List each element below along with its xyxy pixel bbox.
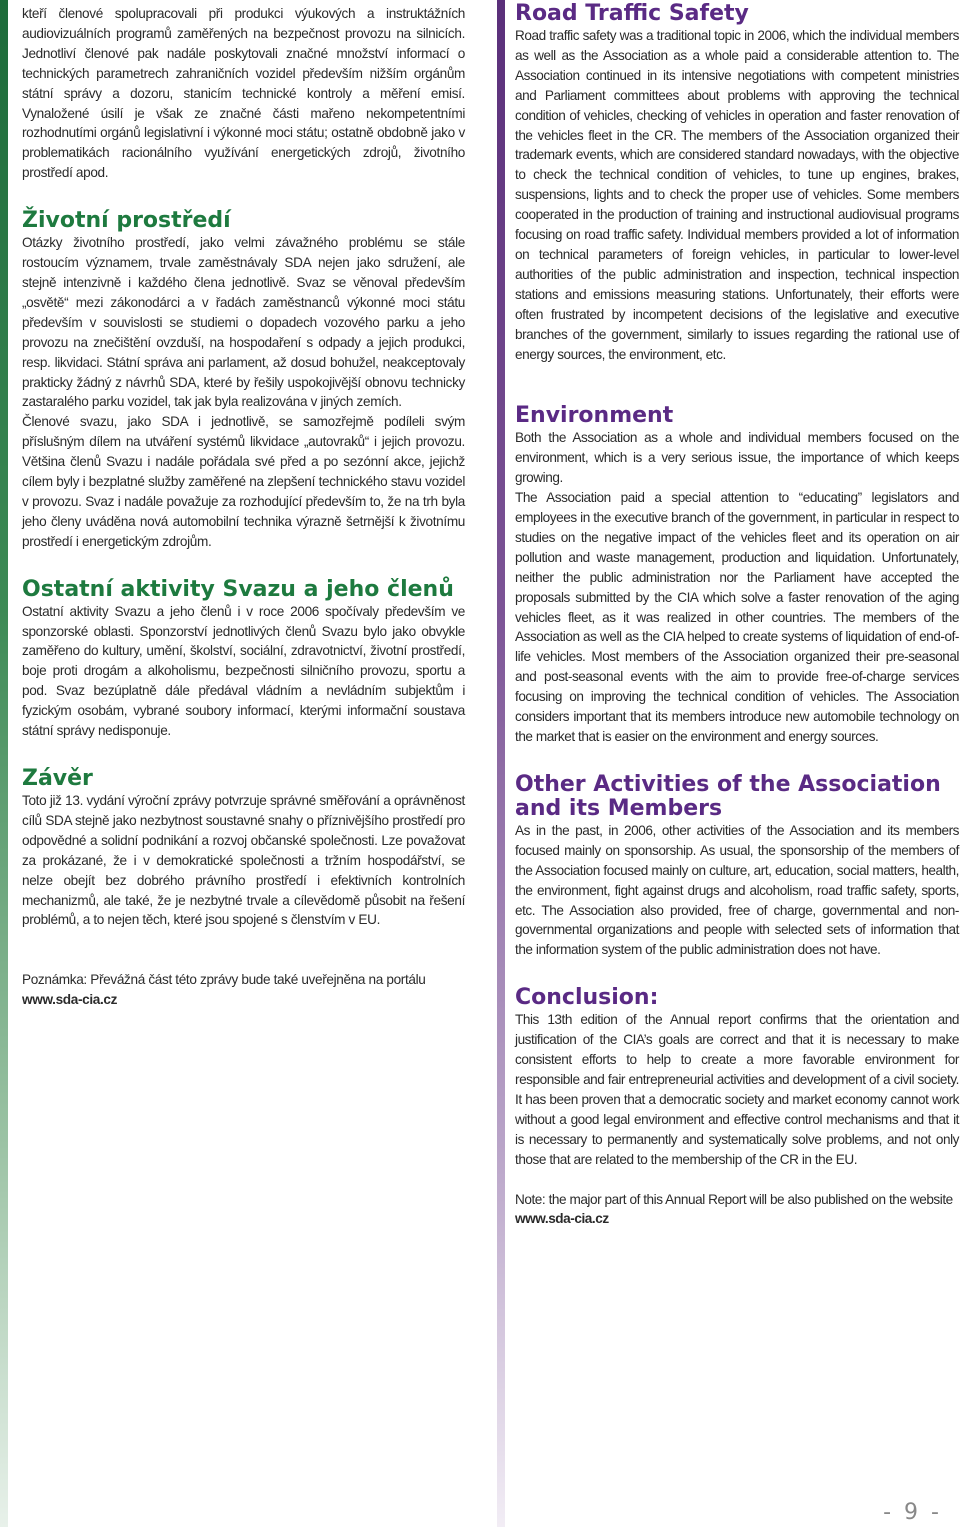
- conclusion-paragraph-en: This 13th edition of the Annual report confirms that the orientation and justification of the CIA’s goals are correct and that it is necessary to make consistent efforts to help to create a more favorable environment for responsible and fair entrepreneurial activities and development of a civil society. It has been proven that a democratic society and market economy cannot work without a good legal environment and effective control mechanisms and that it is necessary to permanently and systematically solve problems, and not only those that are related to the membership of the CR in the EU.: [515, 1012, 959, 1167]
- section-title-environment-en: Environment: [515, 403, 674, 429]
- section-title-environment-cz: Životní prostředí: [22, 208, 231, 234]
- note-text-cz: Poznámka: Převážná část této zprávy bude také uveřejněna na portálu: [22, 972, 426, 988]
- english-column: [515, 2, 959, 1229]
- section-title-conclusion-en: Conclusion:: [515, 985, 659, 1011]
- environment-paragraph-en-1: Both the Association as a whole and individual members focused on the environment, which is a very serious issue, the importance of which keeps growing.: [515, 430, 959, 486]
- conclusion-paragraph-cz: Toto již 13. vydání výroční zprávy potvrzuje správné směřování a oprávněnost cílů SDA stejně jako nezbytnost soustavné snahy o příznivějšího prostředí pro odpovědné a solidní podnikání a rozvoj občanské společnosti. Lze považovat za prokázané, že i v demokratické společnosti a tržním hospodářství, se nelze obejít bez dobrého právního prostředí i efektivních kontrolních mechanizmů, ale také, že je nezbytné trvale a cílevědomě působit na řešení problémů, a to nejen těch, které jsou spojené s členstvím v EU.: [22, 793, 465, 928]
- czech-column: [22, 4, 465, 1010]
- website-link-en[interactable]: www.sda-cia.cz: [515, 1211, 609, 1227]
- note-text-en: Note: the major part of this Annual Report will be also published on the website: [515, 1191, 953, 1207]
- left-decorative-bar: [0, 0, 8, 1527]
- section-title-other-activities-cz: Ostatní aktivity Svazu a jeho členů: [22, 576, 454, 602]
- section-title-conclusion-cz: Závěr: [22, 766, 93, 791]
- note-cz: [22, 970, 465, 1010]
- right-decorative-bar: [497, 0, 505, 1527]
- environment-paragraph-cz-2: Členové svazu, jako SDA i jednotlivě, se samozřejmě podíleli svým příslušným dílem na utváření systémů likvidace „autovraků“ i jejich provozu. Většina členů Svazu i nadále pořádala své před a po sezónní akce, jejichž cílem byly i bezplatné služby zaměřené na zlepšení technického stavu vozidel v provozu. Svaz i nadále považuje za rozhodující především to, že na trh byla jeho členy uváděna nová automobilní technika výrazně šetrnější k životnímu prostředí i energetickým zdrojům.: [22, 414, 465, 549]
- page-number: - 9 -: [883, 1500, 942, 1525]
- environment-paragraph-en-2: The Association paid a special attention to “educating” legislators and employees in the executive branch of the government, in particular in respect to studies on the negative impact of the vehicles fleet and its operation on air pollution and waste management, production and liquidation. Unfortunately, neither the public administration nor the Parliament have accepted the proposals submitted by the CIA which solve a faster renovation of the aging vehicles fleet, as it was realized in other countries. The members of the Association as well as the CIA helped to create systems of liquidation of end-of-life vehicles. Most members of the Association organized their pre-seasonal and post-seasonal events with the aim to provide free-of-charge services focusing on improving the technical condition of vehicles. The Association considers important that its members introduce new automobile technology on the market that is easier on the environment and energy sources.: [515, 490, 959, 744]
- section-title-road-traffic-safety: Road Traffic Safety: [515, 1, 749, 26]
- note-en: [515, 1190, 959, 1230]
- road-traffic-safety-paragraph: Road traffic safety was a traditional topic in 2006, which the individual members as well as the Association as a whole paid a considerable attention to. The Association continued in its intensive negotiations with competent ministries and Parliament committees about problems with approving the technical condition of vehicles, checking of vehicles in operation and faster renovation of the vehicles fleet in the CR. The members of the Association organized their trademark events, which are considered standard nowadays, with the objective to check the technical condition of vehicles, to tune up engines, brakes, suspensions, lights and to check the proper use of vehicles. Some members cooperated in the production of training and instructional audiovisual programs focusing on road traffic safety. Individual members provided a lot of information on technical parameters of foreign vehicles, in particular to lower-level authorities of the public administration and inspection, technical inspection stations and emissions measuring stations. Unfortunately, their efforts were often frustrated by incompetent decisions of the legislative and executive branches of the government, similarly to issues regarding the rational use of energy sources, the environment, etc.: [515, 28, 959, 362]
- other-activities-paragraph-cz: Ostatní aktivity Svazu a jeho členů i v roce 2006 spočívaly především ve sponzorské oblasti. Sponzorství jednotlivých členů Svazu bylo jako obvykle zaměřeno do kultury, umění, školství, sociální, zdravotnictví, životní prostředí, boje proti drogám a alkoholismu, bezpečnosti silničního provozu, sportu a pod. Svaz bezúplatně dále předával vládním a nevládním subjektům i fyzickým osobám, vybrané soubory informací, kterými informační soustava státní správy nedisponuje.: [22, 603, 465, 739]
- other-activities-paragraph-en: As in the past, in 2006, other activities of the Association and its members focused mainly on sponsorship. As usual, the sponsorship of the members of the Association focused mainly on culture, art, education, social matters, health, the environment, fight against drugs and alcoholism, road traffic safety, sports, etc. The Association also provided, free of charge, governmental and non-governmental organizations and people with selected sets of information that the information system of the public administration does not have.: [515, 822, 959, 958]
- environment-paragraph-cz-1: Otázky životního prostředí, jako velmi závažného problému se stále rostoucím významem, trvale zaměstnávaly SDA nejen jako sdružení, ale stejně intenzivně i každého člena jednotlivě. Svaz se věnoval především „osvětě“ mezi zákonodárci a v řadách zaměstnanců výkonné moci státu především v souvislosti se studiemi o dopadech vozového parku a jeho provozu na znečištění ovzduší, na hospodaření s odpady a jejich produkci, resp. likvidaci. Státní správa ani parlament, až dosud bohužel, neakceptovaly prakticky žádný z návrhů SDA, které by řešily uspokojivější obnovu technicky zastaralého parku vozidel, tak jak byla realizována v jiných zemích.: [22, 235, 465, 410]
- section-title-other-activities-en: Other Activities of the Association and its Members: [515, 771, 941, 821]
- website-link-cz[interactable]: www.sda-cia.cz: [22, 992, 118, 1008]
- intro-paragraph: kteří členové spolupracovali při produkci výukových a instruktážních audiovizuálních programů zaměřených na bezpečnost provozu na silnicích. Jednotliví členové pak nadále poskytovali značné množství informací o technických parametrech zahraničních vozidel především nižším orgánům státní správy a dozoru, stanicím technické kontroly a měření emisí. Vynaložené úsilí je však ze značné části mařeno nekompetentními rozhodnutími orgánů legislativní i výkonné moci státu; ostatně obdobně jako v problematikách racionálního využívání energetických zdrojů, životního prostředí apod.: [22, 6, 465, 181]
